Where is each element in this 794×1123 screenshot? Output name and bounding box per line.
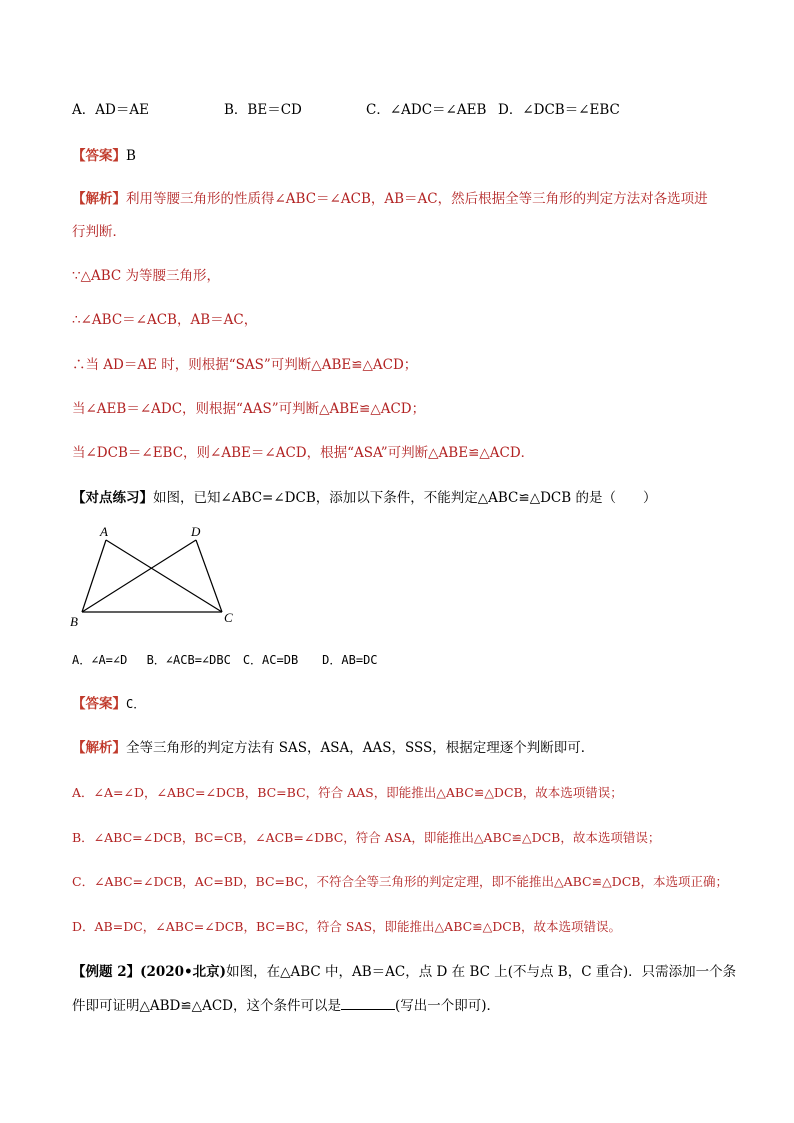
reason-b: B．∠ABC=∠DCB，BC=CB，∠ACB=∠DBC，符合 ASA，即能推出△ABC≌△DCB，故本选项错误； xyxy=(72,830,661,845)
label-c: C xyxy=(224,610,233,625)
analysis2-text: 全等三角形的判定方法有 SAS，ASA，AAS，SSS，根据定理逐个判断即可． xyxy=(126,740,595,756)
step-3: ∴当 AD＝AE 时，则根据“SAS”可判断△ABE≌△ACD； xyxy=(72,357,418,373)
answer-line-1 xyxy=(72,146,136,166)
answer-value: B xyxy=(126,148,136,164)
answer-line-2 xyxy=(72,694,145,714)
example2-tag: 【例题 2】(2020•北京) xyxy=(72,964,227,980)
answer2-value: C． xyxy=(126,697,146,711)
example2-text: 如图，在△ABC 中，AB＝AC，点 D 在 BC 上(不与点 B，C 重合)．只需添加一个条 xyxy=(226,964,737,980)
answer2-tag: 【答案】 xyxy=(72,696,126,712)
practice-tag: 【对点练习】 xyxy=(72,490,153,506)
step-5: 当∠DCB＝∠EBC，则∠ABE＝∠ACD，根据“ASA”可判断△ABE≌△ACD． xyxy=(72,445,535,461)
answer-tag: 【答案】 xyxy=(72,148,126,164)
option-a: A．AD＝AE xyxy=(72,102,149,118)
label-b: B xyxy=(70,614,78,629)
example2-cont xyxy=(72,995,500,1016)
step-1: ∵△ABC 为等腰三角形， xyxy=(72,268,221,284)
reason-d: D．AB=DC，∠ABC=∠DCB，BC=BC，符合 SAS，即能推出△ABC≌△DCB，故本选项错误。 xyxy=(72,919,622,934)
segment-ac xyxy=(106,540,222,612)
practice-line xyxy=(72,488,656,508)
answer-blank xyxy=(341,995,395,1010)
step-2: ∴∠ABC＝∠ACB，AB＝AC， xyxy=(72,312,258,328)
analysis-line-1 xyxy=(72,189,708,209)
option-c: C．∠ADC＝∠AEB xyxy=(366,102,487,118)
option-b: B．BE＝CD xyxy=(224,102,302,118)
practice-text: 如图，已知∠ABC=∠DCB，添加以下条件，不能判定△ABC≌△DCB 的是（ ） xyxy=(153,490,657,506)
options-row-2: A．∠A=∠D B．∠ACB=∠DBC C．AC=DB D．AB=DC xyxy=(72,653,378,667)
step-4: 当∠AEB＝∠ADC，则根据“AAS”可判断△ABE≌△ACD； xyxy=(72,401,426,417)
analysis-cont: 行判断． xyxy=(72,224,126,240)
reason-a: A．∠A=∠D，∠ABC=∠DCB，BC=BC，符合 AAS，即能推出△ABC≌△DCB，故本选项错误； xyxy=(72,785,623,800)
label-a: A xyxy=(100,524,108,539)
segment-dc xyxy=(196,540,222,612)
geometry-figure xyxy=(66,520,246,630)
segment-ab xyxy=(82,540,106,612)
analysis-tag: 【解析】 xyxy=(72,191,126,207)
example2-cont-b: (写出一个即可)． xyxy=(394,998,501,1014)
analysis2-tag: 【解析】 xyxy=(72,740,126,756)
example2-cont-a: 件即可证明△ABD≌△ACD，这个条件可以是 xyxy=(72,998,341,1014)
example2-line xyxy=(72,962,736,982)
segment-db xyxy=(82,540,196,612)
option-d: D．∠DCB＝∠EBC xyxy=(498,102,620,118)
label-d: D xyxy=(191,524,201,539)
reason-c: C．∠ABC=∠DCB，AC=BD，BC=BC，不符合全等三角形的判定定理，即不能推出△ABC≌△DCB，本选项正确； xyxy=(72,874,728,889)
analysis-text: 利用等腰三角形的性质得∠ABC＝∠ACB，AB＝AC，然后根据全等三角形的判定方法对各选项进 xyxy=(126,191,708,207)
analysis2-line xyxy=(72,738,594,758)
